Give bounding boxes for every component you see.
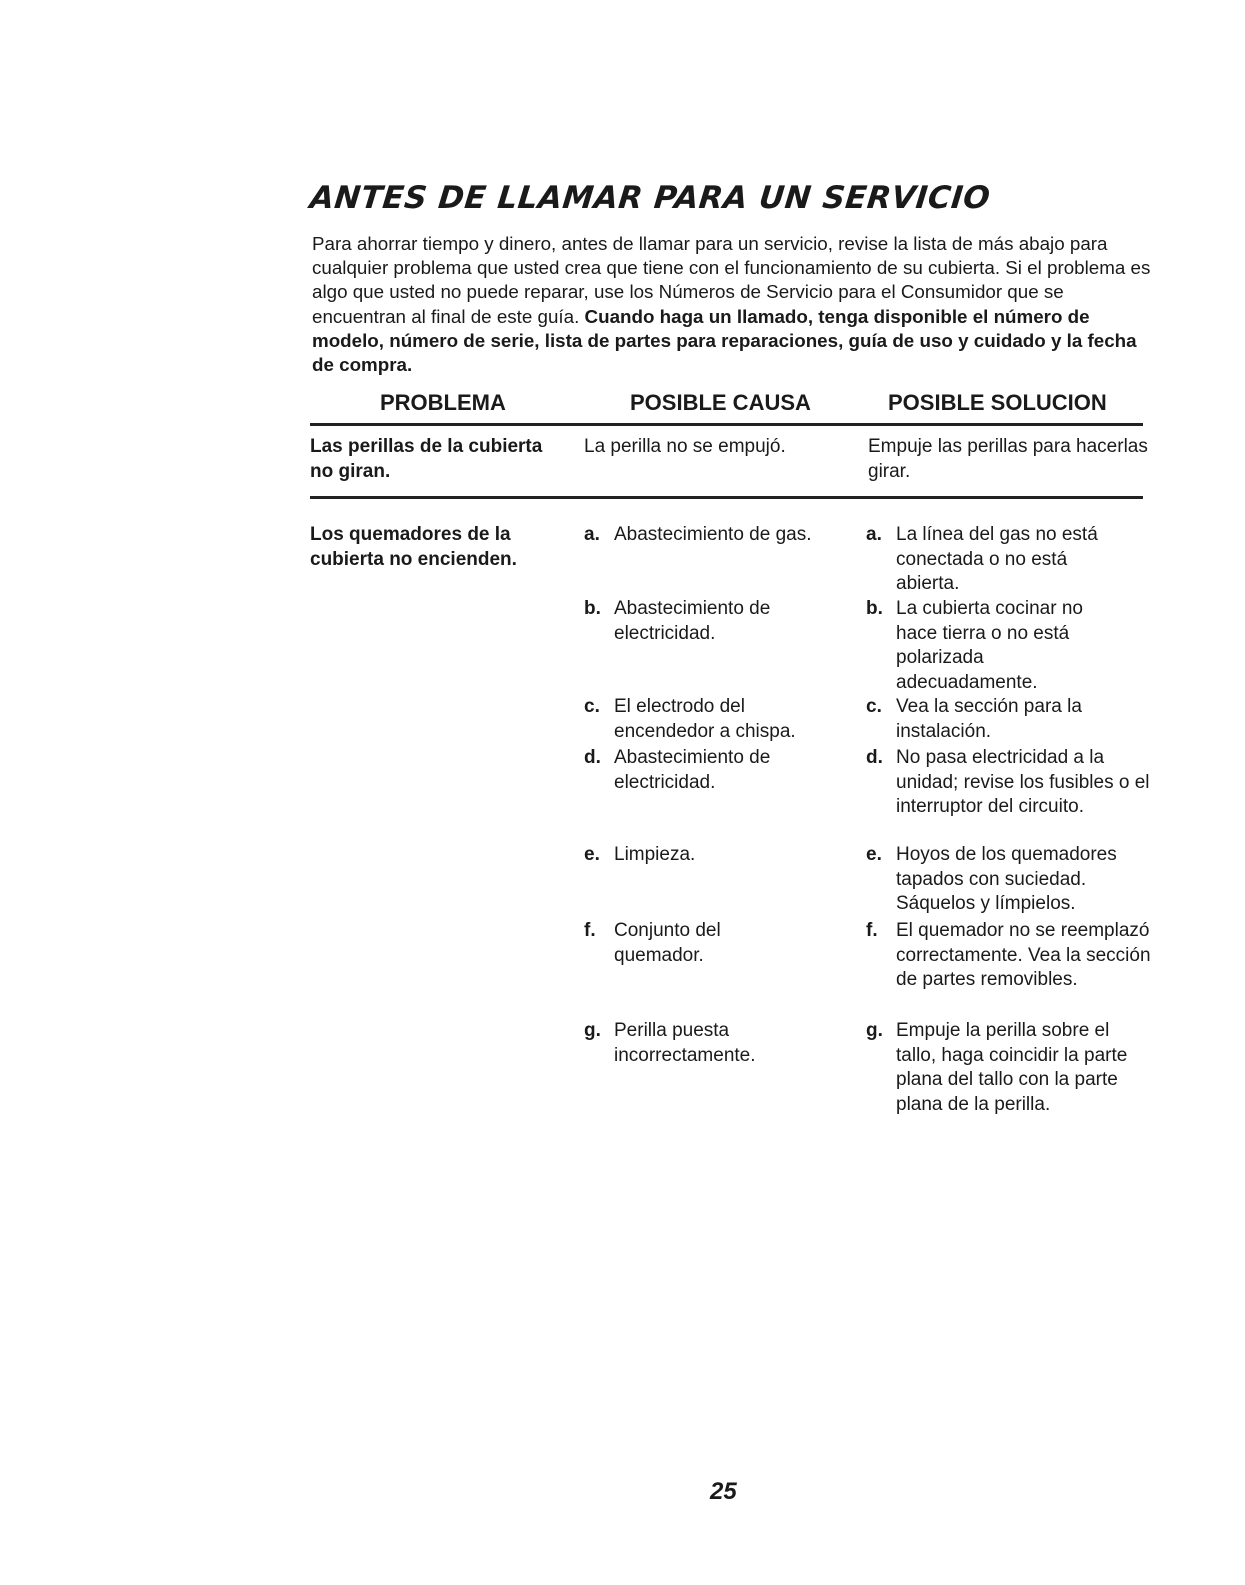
solution-text: La cubierta cocinar no hace tierra o no está polarizada adecuadamente. bbox=[896, 598, 1083, 693]
page-title: ANTES DE LLAMAR PARA UN SERVICIO bbox=[308, 180, 993, 216]
item-letter: c. bbox=[584, 696, 600, 717]
cause-item bbox=[584, 1019, 804, 1068]
item-letter: a. bbox=[866, 524, 882, 545]
page-number: 25 bbox=[710, 1478, 737, 1505]
solution-text: Empuje la perilla sobre el tallo, haga coincidir la parte plana del tallo con la parte plana de la perilla. bbox=[896, 1020, 1128, 1115]
item-letter: d. bbox=[866, 747, 883, 768]
item-letter: b. bbox=[866, 598, 883, 619]
solution-item bbox=[866, 746, 1151, 820]
intro-paragraph bbox=[312, 232, 1152, 377]
cause-text: Abastecimiento de electricidad. bbox=[614, 598, 771, 644]
item-letter: g. bbox=[866, 1020, 883, 1041]
cause-text: Abastecimiento de electricidad. bbox=[614, 747, 771, 793]
cause-item bbox=[584, 695, 819, 744]
cause-knobs: La perilla no se empujó. bbox=[584, 436, 786, 457]
solution-text: Hoyos de los quemadores tapados con suciedad. Sáquelos y límpielos. bbox=[896, 844, 1117, 914]
column-header-solution: POSIBLE SOLUCION bbox=[888, 390, 1107, 415]
solution-text: La línea del gas no está conectada o no está abierta. bbox=[896, 524, 1098, 594]
item-letter: f. bbox=[584, 920, 596, 941]
cause-item bbox=[584, 746, 814, 795]
solution-item bbox=[866, 597, 1091, 695]
item-letter: c. bbox=[866, 696, 882, 717]
intro-text: Para ahorrar tiempo y dinero, antes de llamar para un servicio, revise la lista de más abajo para cualquier problema que usted crea que tiene con el funcionamiento de su cubierta. Si el problema es algo que usted no puede reparar, use los Números de Servicio para el Consumidor que se encuentran al final de este guía. bbox=[312, 233, 1151, 327]
column-header-cause: POSIBLE CAUSA bbox=[630, 390, 811, 415]
solution-item bbox=[866, 843, 1156, 917]
header-divider bbox=[310, 423, 1143, 426]
cause-item bbox=[584, 523, 812, 548]
solution-text: El quemador no se reemplazó correctamente. Vea la sección de partes removibles. bbox=[896, 920, 1151, 990]
cause-item bbox=[584, 597, 814, 646]
item-letter: a. bbox=[584, 524, 600, 545]
intro-bold-text: Cuando haga un llamado, tenga disponible el número de modelo, número de serie, lista de partes para reparaciones, guía de uso y cuidado y la fecha de compra. bbox=[312, 305, 1137, 376]
solution-item bbox=[866, 919, 1161, 993]
cause-text: Perilla puesta incorrectamente. bbox=[614, 1020, 756, 1066]
solution-text: No pasa electricidad a la unidad; revise los fusibles o el interruptor del circuito. bbox=[896, 747, 1150, 817]
cause-text: Abastecimiento de gas. bbox=[614, 524, 812, 545]
solution-item bbox=[866, 523, 1106, 597]
solution-knobs: Empuje las perillas para hacerlas girar. bbox=[868, 436, 1148, 482]
item-letter: e. bbox=[866, 844, 882, 865]
cause-text: Conjunto del quemador. bbox=[614, 920, 721, 966]
item-letter: b. bbox=[584, 598, 601, 619]
cause-item bbox=[584, 843, 695, 868]
row-divider bbox=[310, 496, 1143, 499]
solution-item bbox=[866, 695, 1101, 744]
item-letter: e. bbox=[584, 844, 600, 865]
item-letter: f. bbox=[866, 920, 878, 941]
solution-text: Vea la sección para la instalación. bbox=[896, 696, 1082, 742]
item-letter: d. bbox=[584, 747, 601, 768]
cause-text: Limpieza. bbox=[614, 844, 696, 865]
cause-item bbox=[584, 919, 784, 968]
item-letter: g. bbox=[584, 1020, 601, 1041]
column-header-problem: PROBLEMA bbox=[380, 390, 506, 415]
cause-text: El electrodo del encendedor a chispa. bbox=[614, 696, 796, 742]
problem-knobs: Las perillas de la cubierta no giran. bbox=[310, 436, 543, 482]
solution-item bbox=[866, 1019, 1136, 1117]
problem-burners: Los quemadores de la cubierta no encienden. bbox=[310, 524, 517, 570]
